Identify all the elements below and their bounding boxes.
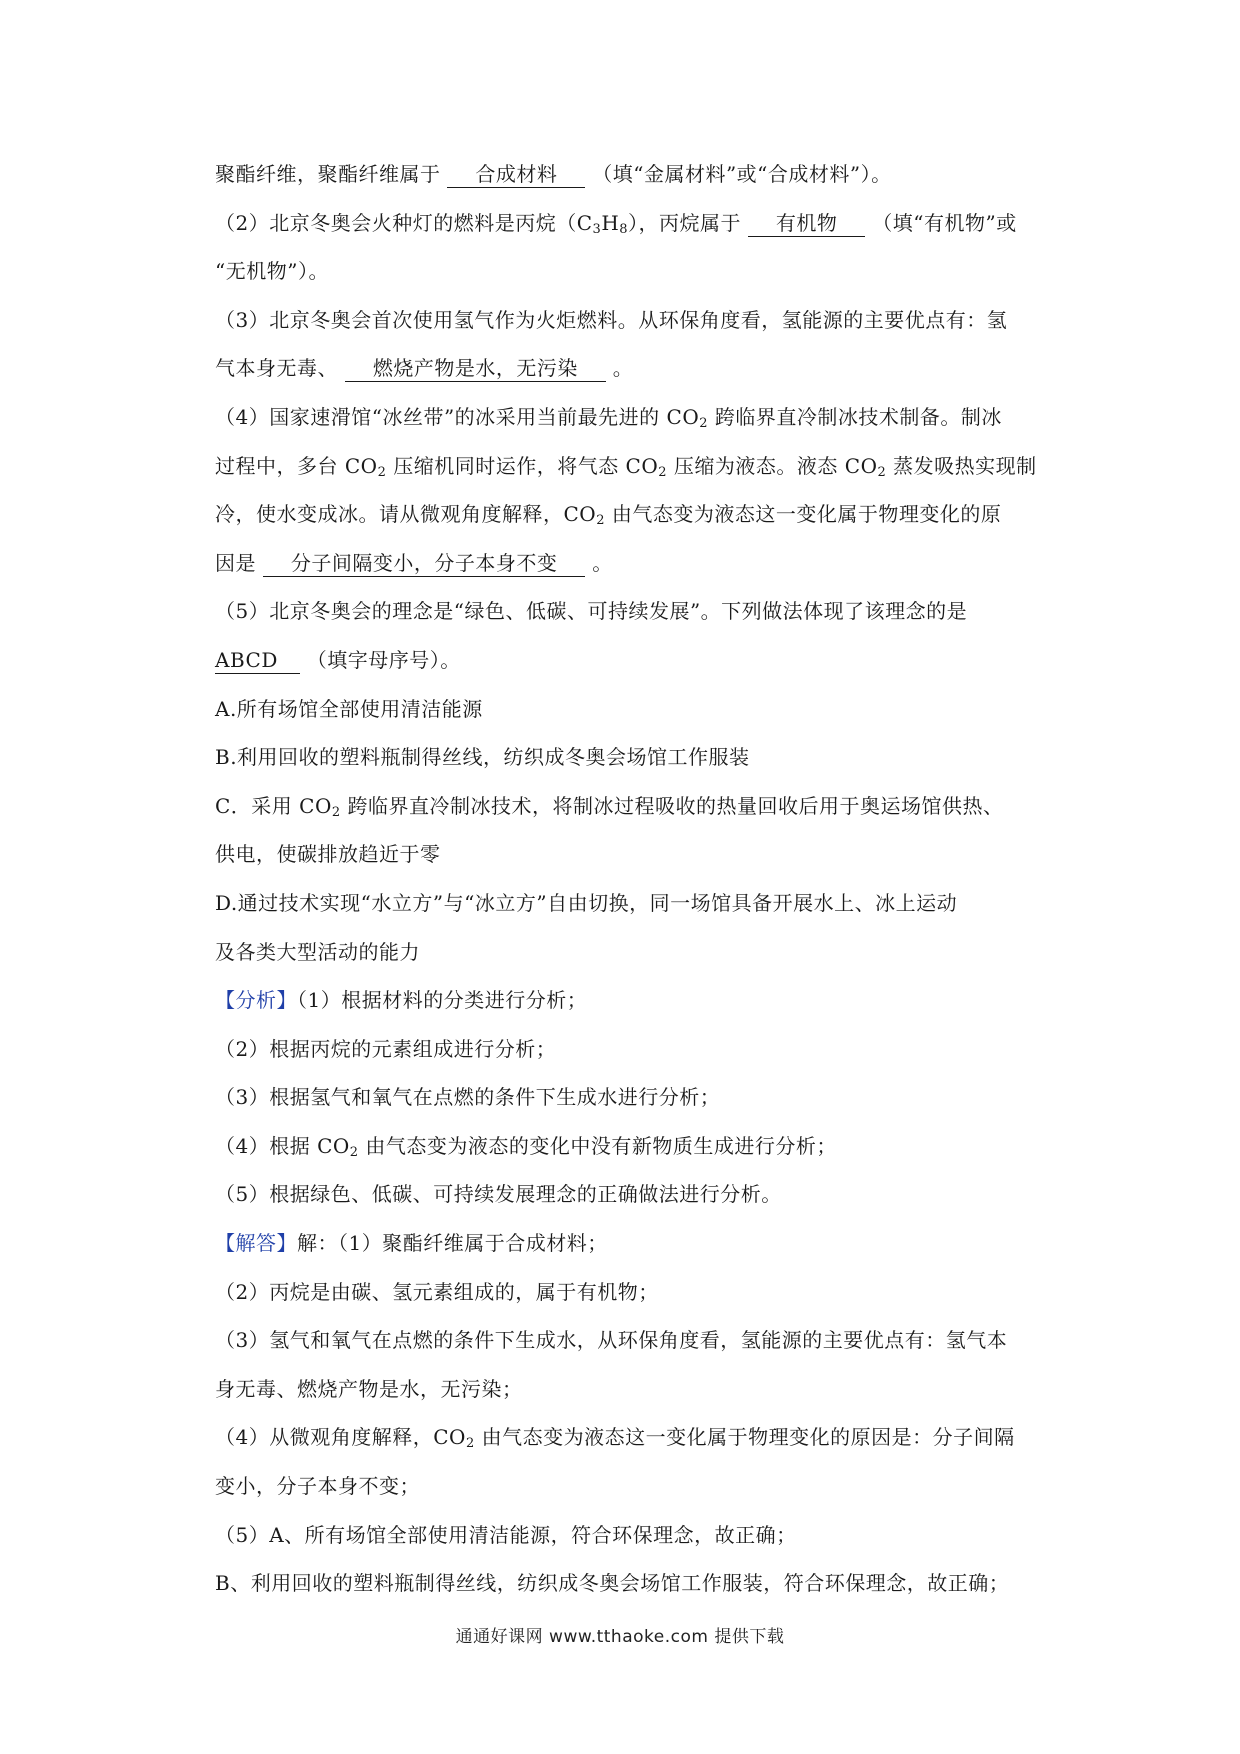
subscript: 2 (699, 415, 709, 431)
text-span: 解：（1）聚酯纤维属于合成材料； (297, 1231, 608, 1256)
text-span: 及各类大型活动的能力 (215, 939, 420, 964)
solution-tag: 【解答】 (215, 1231, 297, 1256)
text-line (215, 636, 1045, 685)
text-span: A.所有场馆全部使用清洁能源 (215, 696, 483, 721)
answer-blank: 合成材料 (447, 161, 585, 188)
text-span: （4）从微观角度解释，CO (215, 1425, 466, 1450)
text-span: 蒸发吸热实现制 (886, 453, 1037, 478)
text-span: B、利用回收的塑料瓶制得丝线，纺织成冬奥会场馆工作服装，符合环保理念，故正确； (215, 1571, 1010, 1596)
text-span: 压缩机同时运作，将气态 CO (386, 453, 659, 478)
text-span: （3）氢气和氧气在点燃的条件下生成水，从环保角度看，氢能源的主要优点有：氢气本 (215, 1328, 1008, 1353)
subscript: 2 (465, 1436, 475, 1452)
text-line (215, 199, 1045, 248)
text-line (215, 1559, 1045, 1608)
text-span: 因是 (215, 550, 256, 575)
text-line (215, 1413, 1045, 1462)
analysis-heading-line (215, 976, 1045, 1025)
text-span: 。 (592, 550, 613, 575)
text-span: D.通过技术实现“水立方”与“冰立方”自由切换，同一场馆具备开展水上、冰上运动 (215, 890, 958, 915)
subscript: 2 (349, 1144, 359, 1160)
subscript: 2 (877, 464, 887, 480)
option-a (215, 685, 1045, 734)
text-span: 气本身无毒、 (215, 356, 338, 381)
text-span: （5）根据绿色、低碳、可持续发展理念的正确做法进行分析。 (215, 1182, 782, 1207)
text-span: 聚酯纤维，聚酯纤维属于 (215, 162, 441, 186)
text-span: 由气态变为液态这一变化属于物理变化的原因是：分子间隔 (474, 1425, 1015, 1450)
text-line (215, 1365, 1045, 1414)
answer-blank: 分子间隔变小，分子本身不变 (263, 550, 586, 577)
text-span: （3）北京冬奥会首次使用氢气作为火炬燃料。从环保角度看，氢能源的主要优点有：氢 (215, 307, 1008, 332)
text-span: （2）丙烷是由碳、氢元素组成的，属于有机物； (215, 1279, 659, 1304)
text-span: 身无毒、燃烧产物是水，无污染； (215, 1376, 523, 1401)
page-footer: 通通好课网 www.tthaoke.com 提供下载 (455, 1627, 785, 1647)
text-span: （填字母序号）。 (306, 647, 461, 672)
text-line (215, 247, 1045, 296)
text-span: 由气态变为液态这一变化属于物理变化的原 (604, 502, 1002, 527)
text-line (215, 1025, 1045, 1074)
text-span: 过程中，多台 CO (215, 453, 378, 478)
text-span: （填“金属材料”或“合成材料”）。 (592, 162, 892, 186)
text-line (215, 1170, 1045, 1219)
text-span: （2）根据丙烷的元素组成进行分析； (215, 1036, 557, 1061)
text-line (215, 587, 1045, 636)
text-span: “无机物”）。 (215, 259, 329, 284)
text-span: 跨临界直冷制冰技术，将制冰过程吸收的热量回收后用于奥运场馆供热、 (340, 793, 1004, 818)
text-span: 由气态变为液态的变化中没有新物质生成进行分析； (358, 1133, 837, 1158)
text-line (215, 1511, 1045, 1560)
solution-heading-line (215, 1219, 1045, 1268)
text-span: 冷，使水变成冰。请从微观角度解释，CO (215, 502, 597, 527)
text-line (215, 1122, 1045, 1171)
text-span: B.利用回收的塑料瓶制得丝线，纺织成冬奥会场馆工作服装 (215, 745, 750, 770)
text-line (215, 539, 1045, 588)
option-b (215, 733, 1045, 782)
answer-blank: 有机物 (748, 210, 866, 237)
text-span: （3）根据氢气和氧气在点燃的条件下生成水进行分析； (215, 1085, 721, 1110)
text-line (215, 1462, 1045, 1511)
subscript: 3 (592, 221, 602, 237)
text-span: C．采用 CO (215, 793, 332, 818)
text-line (215, 442, 1045, 491)
text-line (215, 1268, 1045, 1317)
subscript: 2 (658, 464, 668, 480)
text-line (215, 830, 1045, 879)
text-line (215, 296, 1045, 345)
answer-blank: ABCD (215, 647, 300, 674)
text-span: 。 (612, 356, 634, 381)
text-line (215, 150, 1045, 199)
answer-body (215, 150, 1045, 1608)
text-span: （5）A、所有场馆全部使用清洁能源，符合环保理念，故正确； (215, 1522, 797, 1547)
analysis-tag: 【分析】 (215, 988, 297, 1013)
text-span: 供电，使碳排放趋近于零 (215, 842, 441, 867)
text-span: ），丙烷属于 (628, 210, 742, 235)
answer-blank: 燃烧产物是水，无污染 (345, 355, 606, 382)
text-line (215, 344, 1045, 393)
text-span: 压缩为液态。液态 CO (667, 453, 878, 478)
text-span: （5）北京冬奥会的理念是“绿色、低碳、可持续发展”。下列做法体现了该理念的是 (215, 599, 968, 624)
text-span: （4）根据 CO (215, 1133, 350, 1158)
subscript: 2 (331, 804, 341, 820)
option-c (215, 782, 1045, 831)
text-span: （1）根据材料的分类进行分析； (297, 988, 588, 1013)
text-line (215, 1316, 1045, 1365)
subscript: 2 (596, 513, 605, 529)
text-span: （2）北京冬奥会火种灯的燃料是丙烷（C (215, 210, 593, 235)
text-span: 跨临界直冷制冰技术制备。制冰 (708, 404, 1002, 429)
text-line (215, 928, 1045, 977)
subscript: 8 (619, 221, 629, 237)
text-span: H (601, 210, 620, 235)
option-d (215, 879, 1045, 928)
text-span: （4）国家速滑馆“冰丝带”的冰采用当前最先进的 CO (215, 404, 700, 429)
text-span: 变小，分子本身不变； (215, 1474, 420, 1499)
text-line (215, 393, 1045, 442)
text-line (215, 490, 1045, 539)
subscript: 2 (377, 464, 387, 480)
text-line (215, 1073, 1045, 1122)
text-span: （填“有机物”或 (872, 210, 1017, 235)
